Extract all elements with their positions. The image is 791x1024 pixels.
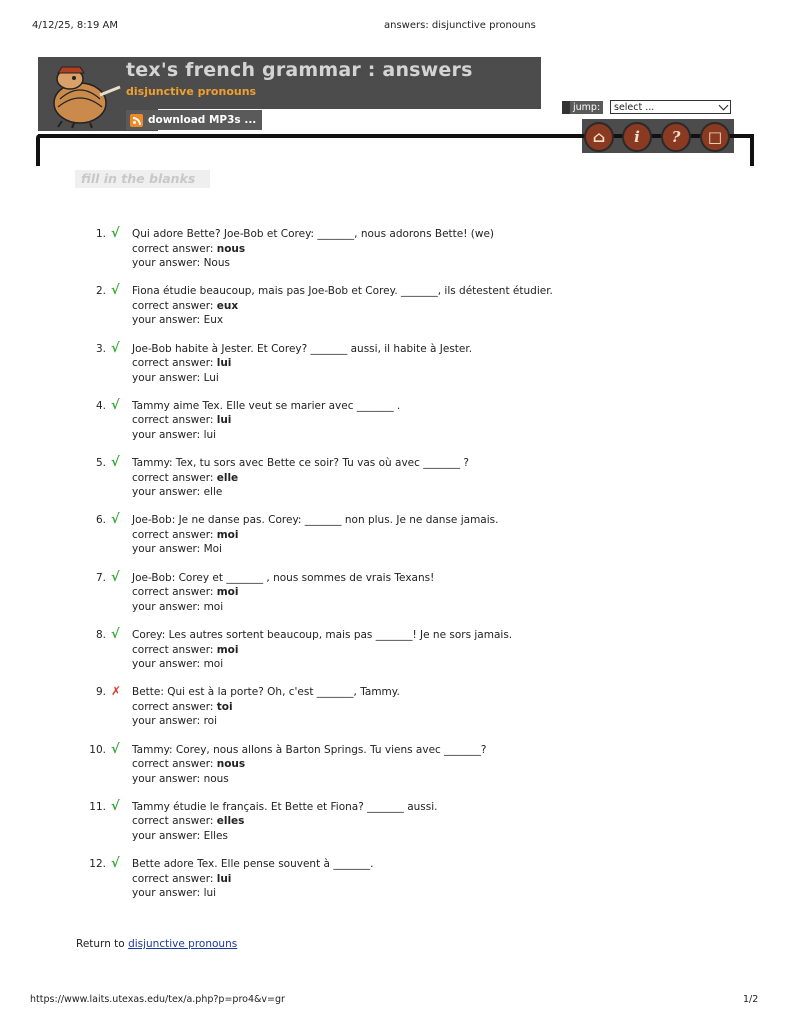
question-number: 9. xyxy=(95,686,106,699)
your-answer-label: your answer: xyxy=(132,772,204,785)
correct-answer-line xyxy=(132,242,494,257)
correct-answer-line xyxy=(132,757,486,772)
banner-title: tex's french grammar : answers xyxy=(126,59,473,81)
correct-answer-label: correct answer: xyxy=(132,357,217,370)
check-icon: √ xyxy=(111,741,120,757)
question-text: Qui adore Bette? Joe-Bob et Corey: _______, nous adorons Bette! (we) xyxy=(132,228,495,240)
check-icon: √ xyxy=(111,856,120,872)
your-answer-label: your answer: xyxy=(132,543,204,556)
your-answer: roi xyxy=(203,715,217,728)
your-answer-line xyxy=(132,485,469,500)
correct-answer-line xyxy=(132,814,438,829)
correct-answer-line xyxy=(132,643,512,658)
question-text: Tammy: Tex, tu sors avec Bette ce soir? Tu vas où avec _______ ? xyxy=(132,457,469,470)
check-icon: √ xyxy=(111,340,120,356)
correct-answer-label: correct answer: xyxy=(132,586,217,599)
section-heading: fill in the blanks xyxy=(75,170,210,188)
your-answer-line xyxy=(132,657,512,672)
check-icon: √ xyxy=(111,569,120,585)
print-date: 4/12/25, 8:19 AM xyxy=(32,20,119,31)
check-icon: √ xyxy=(111,798,120,814)
question-text: Corey: Les autres sortent beaucoup, mais pas _______! Je ne sors jamais. xyxy=(132,629,513,642)
question-number: 5. xyxy=(95,457,106,470)
your-answer: Nous xyxy=(203,257,230,269)
cross-icon: ✗ xyxy=(111,684,122,699)
correct-answer-line xyxy=(132,872,373,887)
your-answer: Elles xyxy=(203,829,228,842)
correct-answer: nous xyxy=(216,242,246,255)
question-number: 11. xyxy=(89,800,106,813)
question-number: 8. xyxy=(95,629,106,642)
your-answer: moi xyxy=(203,658,224,671)
check-icon: √ xyxy=(111,226,120,241)
question-number: 4. xyxy=(95,399,106,412)
question-item xyxy=(80,342,730,399)
correct-answer: moi xyxy=(216,528,239,541)
correct-answer-line xyxy=(132,413,400,428)
check-icon: √ xyxy=(111,397,120,413)
your-answer-line xyxy=(132,829,438,844)
question-number: 1. xyxy=(95,228,106,240)
correct-answer-line xyxy=(132,471,469,486)
correct-answer: nous xyxy=(216,758,246,771)
correct-answer: lui xyxy=(216,872,232,885)
question-text: Tammy: Corey, nous allons à Barton Springs. Tu viens avec _______? xyxy=(132,743,487,756)
correct-answer: elle xyxy=(216,471,239,484)
print-url: https://www.laits.utexas.edu/tex/a.php?p=pro4&v=gr xyxy=(30,994,285,1005)
correct-answer-label: correct answer: xyxy=(132,815,217,828)
your-answer-label: your answer: xyxy=(132,887,204,900)
question-number: 2. xyxy=(95,285,106,298)
your-answer-label: your answer: xyxy=(132,829,204,842)
check-icon: √ xyxy=(111,455,120,471)
correct-answer-line xyxy=(132,700,400,715)
your-answer-label: your answer: xyxy=(132,257,204,269)
your-answer: Lui xyxy=(203,371,219,384)
chevron-down-icon xyxy=(719,101,729,111)
correct-answer-label: correct answer: xyxy=(132,872,217,885)
jump-select-value: select ... xyxy=(614,101,655,113)
your-answer-label: your answer: xyxy=(132,371,204,384)
your-answer-line xyxy=(132,714,400,729)
question-number: 10. xyxy=(89,743,106,756)
your-answer-line xyxy=(132,371,472,386)
site-banner xyxy=(38,57,541,131)
question-item xyxy=(80,399,730,456)
rss-icon xyxy=(130,114,143,127)
jump-label: jump: xyxy=(562,101,603,114)
question-item xyxy=(80,227,730,284)
print-icon[interactable]: □ xyxy=(700,122,730,152)
question-item xyxy=(80,857,730,914)
your-answer-line xyxy=(132,428,400,443)
correct-answer-label: correct answer: xyxy=(132,643,217,656)
question-text: Bette adore Tex. Elle pense souvent à _______. xyxy=(132,858,374,871)
info-icon[interactable]: i xyxy=(622,122,652,152)
question-item xyxy=(80,743,730,800)
your-answer: lui xyxy=(203,887,217,900)
home-icon[interactable]: ⌂ xyxy=(584,122,614,152)
correct-answer: lui xyxy=(216,414,232,427)
question-number: 6. xyxy=(95,514,106,527)
help-icon[interactable]: ? xyxy=(661,122,691,152)
question-text: Bette: Qui est à la porte? Oh, c'est _______, Tammy. xyxy=(132,686,400,699)
question-text: Tammy étudie le français. Et Bette et Fiona? _______ aussi. xyxy=(132,800,438,813)
return-link[interactable]: disjunctive pronouns xyxy=(128,938,238,950)
correct-answer-label: correct answer: xyxy=(132,700,217,713)
print-title: answers: disjunctive pronouns xyxy=(384,20,536,31)
question-item xyxy=(80,800,730,857)
your-answer-line xyxy=(132,542,498,557)
correct-answer: eux xyxy=(216,299,239,312)
correct-answer-label: correct answer: xyxy=(132,414,217,427)
your-answer-line xyxy=(132,886,373,901)
question-number: 12. xyxy=(89,858,106,871)
correct-answer-line xyxy=(132,356,472,371)
jump-select[interactable] xyxy=(610,100,731,114)
banner-subtitle: disjunctive pronouns xyxy=(126,85,257,98)
return-prefix: Return to xyxy=(76,938,129,950)
question-list xyxy=(80,227,730,915)
correct-answer-label: correct answer: xyxy=(132,758,217,771)
your-answer: nous xyxy=(203,772,229,785)
question-text: Fiona étudie beaucoup, mais pas Joe-Bob et Corey. _______, ils détestent étudier. xyxy=(132,285,553,298)
question-text: Joe-Bob habite à Jester. Et Corey? _______ aussi, il habite à Jester. xyxy=(132,342,473,355)
question-item xyxy=(80,456,730,513)
question-item xyxy=(80,284,730,341)
correct-answer: moi xyxy=(216,586,239,599)
print-page-number: 1/2 xyxy=(743,994,759,1005)
correct-answer: lui xyxy=(216,357,232,370)
return-line xyxy=(76,938,237,950)
your-answer-line xyxy=(132,256,494,271)
question-item xyxy=(80,571,730,628)
correct-answer-line xyxy=(132,528,498,543)
your-answer-label: your answer: xyxy=(132,428,204,441)
your-answer-label: your answer: xyxy=(132,486,204,499)
question-text: Tammy aime Tex. Elle veut se marier avec _______ . xyxy=(132,399,401,412)
correct-answer-label: correct answer: xyxy=(132,528,217,541)
your-answer-line xyxy=(132,313,553,328)
your-answer: lui xyxy=(203,428,217,441)
question-text: Joe-Bob: Corey et _______ , nous sommes de vrais Texans! xyxy=(132,571,435,584)
question-item xyxy=(80,628,730,685)
check-icon: √ xyxy=(111,512,120,528)
your-answer-label: your answer: xyxy=(132,314,204,327)
your-answer: moi xyxy=(203,600,224,613)
download-mp3-button[interactable] xyxy=(126,110,262,130)
your-answer-label: your answer: xyxy=(132,715,204,728)
correct-answer: elles xyxy=(216,815,245,828)
correct-answer: toi xyxy=(216,700,233,713)
question-number: 3. xyxy=(95,342,106,355)
correct-answer-line xyxy=(132,585,434,600)
correct-answer-label: correct answer: xyxy=(132,471,217,484)
download-mp3-label: download MP3s ... xyxy=(148,114,257,126)
your-answer: Moi xyxy=(203,543,222,556)
your-answer: Eux xyxy=(203,314,224,327)
your-answer-line xyxy=(132,600,434,615)
check-icon: √ xyxy=(111,283,120,299)
correct-answer-label: correct answer: xyxy=(132,242,217,255)
question-item xyxy=(80,685,730,742)
your-answer-label: your answer: xyxy=(132,600,204,613)
correct-answer-line xyxy=(132,299,553,314)
question-item xyxy=(80,513,730,570)
check-icon: √ xyxy=(111,627,120,643)
question-text: Joe-Bob: Je ne danse pas. Corey: _______ non plus. Je ne danse jamais. xyxy=(132,514,499,527)
armadillo-mascot-logo xyxy=(40,59,122,129)
question-number: 7. xyxy=(95,571,106,584)
correct-answer: moi xyxy=(216,643,239,656)
your-answer: elle xyxy=(203,486,223,499)
correct-answer-label: correct answer: xyxy=(132,299,217,312)
your-answer-line xyxy=(132,772,486,787)
your-answer-label: your answer: xyxy=(132,658,204,671)
